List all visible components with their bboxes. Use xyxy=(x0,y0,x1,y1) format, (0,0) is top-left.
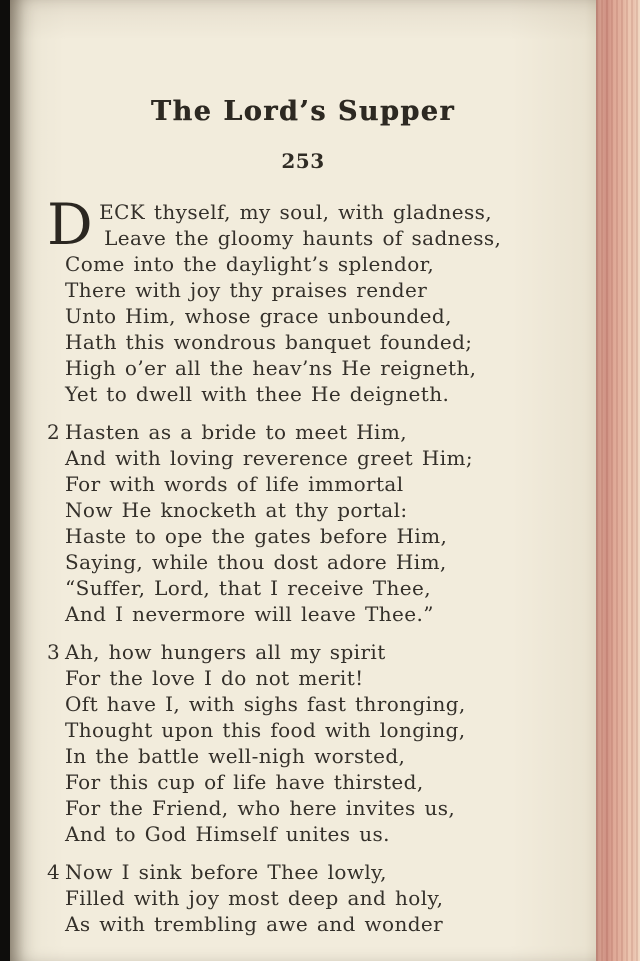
verse-4 xyxy=(47,859,557,937)
verse-2 xyxy=(47,419,557,627)
verse-line: For the Friend, who here invites us, xyxy=(65,796,456,820)
verse-line: Now I sink before Thee lowly, xyxy=(65,860,387,884)
verse-1 xyxy=(47,192,557,407)
verse-line: “Suffer, Lord, that I receive Thee, xyxy=(65,576,431,600)
verse-line: Haste to ope the gates before Him, xyxy=(65,524,448,548)
page-content xyxy=(10,0,596,949)
verse-line: Hath this wondrous banquet founded; xyxy=(65,330,473,354)
verse-line: And I nevermore will leave Thee.” xyxy=(65,602,434,626)
verse-line: Now He knocketh at thy portal: xyxy=(65,498,408,522)
verse-number: 4 xyxy=(47,860,61,884)
verse-number: 2 xyxy=(47,420,61,444)
verse-line: High o’er all the heav’ns He reigneth, xyxy=(65,356,477,380)
verse-line: For the love I do not merit! xyxy=(65,666,364,690)
verse-line: Unto Him, whose grace unbounded, xyxy=(65,304,452,328)
hymn-number: 253 xyxy=(281,149,325,173)
verse-line: Filled with joy most deep and holy, xyxy=(65,886,444,910)
verse-line: As with trembling awe and wonder xyxy=(65,912,444,936)
verse-line: And to God Himself unites us. xyxy=(65,822,390,846)
verse-line: There with joy thy praises render xyxy=(65,278,428,302)
verse-line: And with loving reverence greet Him; xyxy=(65,446,474,470)
verse-3 xyxy=(47,639,557,847)
verse-line: Thought upon this food with longing, xyxy=(65,718,466,742)
page-fore-edge xyxy=(596,0,640,961)
verse-number: 3 xyxy=(47,640,61,664)
verse-line: In the battle well-nigh worsted, xyxy=(65,744,406,768)
verse-line: Leave the gloomy haunts of sadness, xyxy=(104,226,502,250)
verse-line: Oft have I, with sighs fast thronging, xyxy=(65,692,466,716)
verse-line: Yet to dwell with thee He deigneth. xyxy=(65,382,450,406)
hymn-verses xyxy=(47,192,557,937)
verse-line: For this cup of life have thirsted, xyxy=(65,770,424,794)
verse-line: Ah, how hungers all my spirit xyxy=(65,640,386,664)
verse-line: Come into the daylight’s splendor, xyxy=(65,252,435,276)
book-page xyxy=(10,0,596,961)
verse-line: ECK thyself, my soul, with gladness, xyxy=(99,200,493,224)
hymn-section-title: The Lord’s Supper xyxy=(150,96,456,127)
verse-line: Hasten as a bride to meet Him, xyxy=(65,420,407,444)
verse-line: Saying, while thou dost adore Him, xyxy=(65,550,447,574)
dropcap-initial: D xyxy=(47,192,94,258)
verse-line: For with words of life immortal xyxy=(65,472,404,496)
